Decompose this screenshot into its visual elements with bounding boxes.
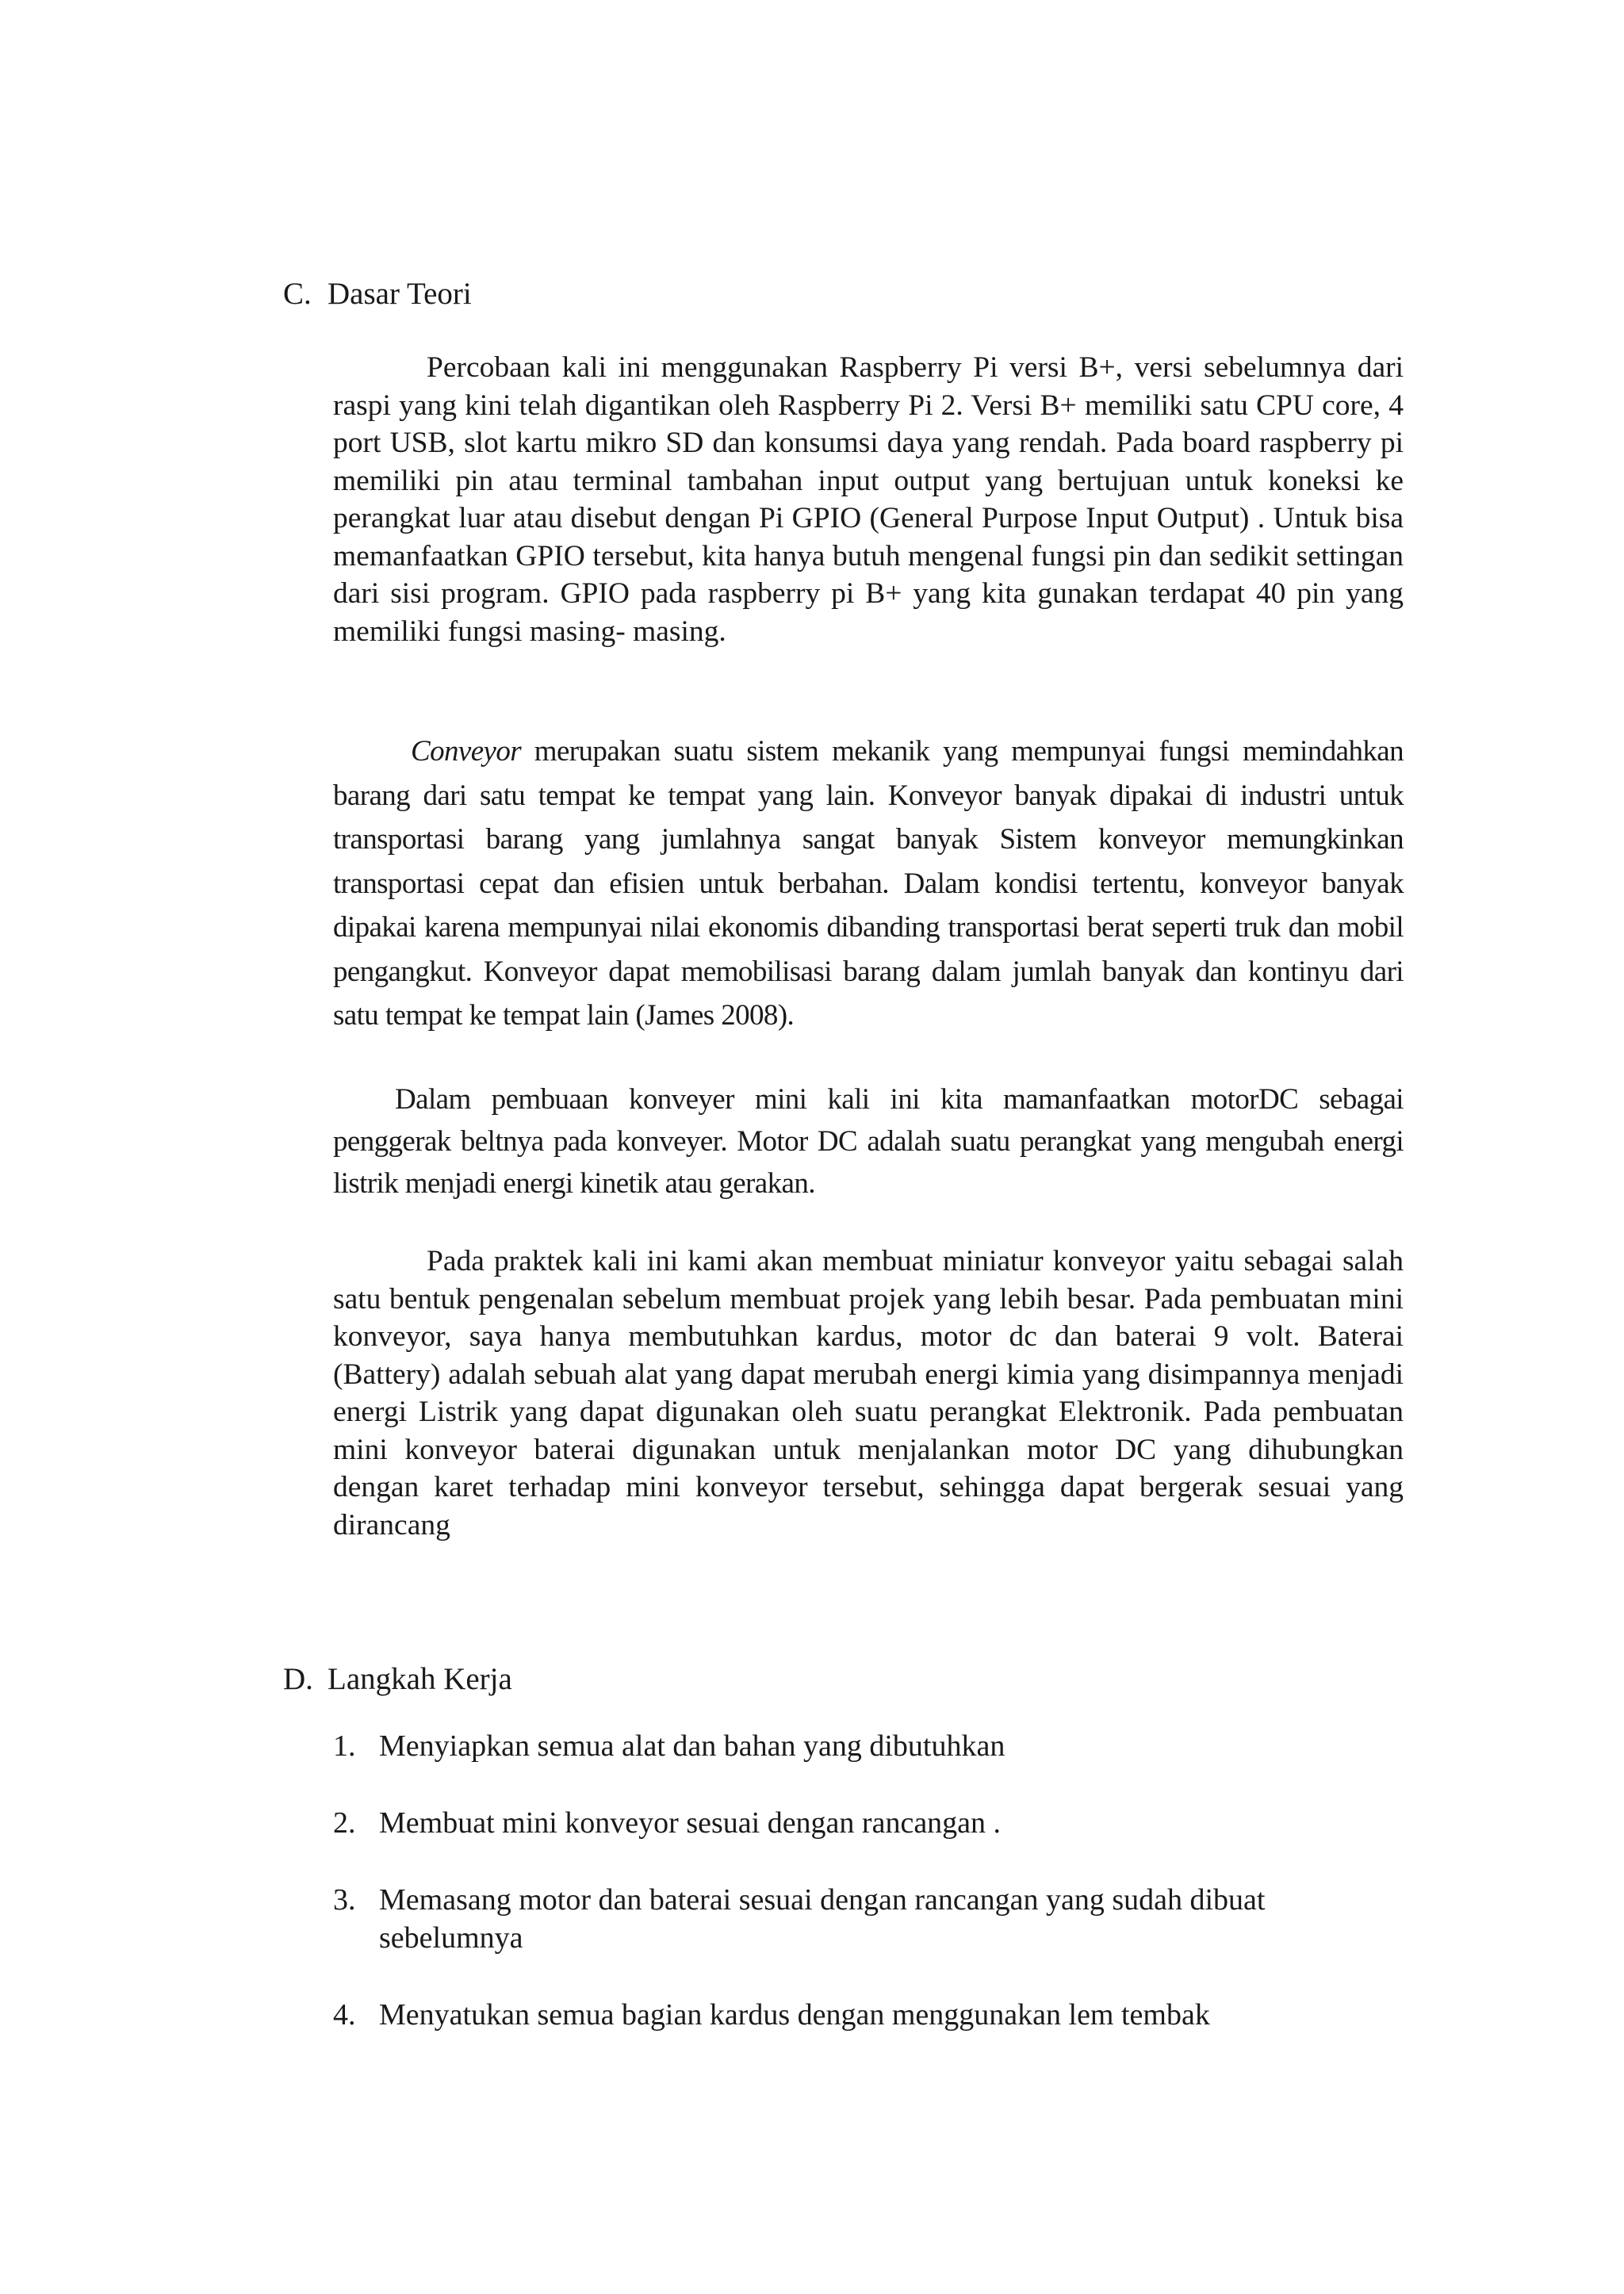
step-text: Memasang motor dan baterai sesuai dengan rancangan yang sudah dibuat sebelumnya <box>379 1883 1266 1955</box>
section-c-marker: C. <box>283 277 312 311</box>
paragraph-motor-dc-text: Dalam pembuaan konveyer mini kali ini kita mamanfaatkan motorDC sebagai penggerak beltnya pada konveyer. Motor DC adalah suatu perangkat yang mengubah energi listrik menjadi energi kinetik atau gerakan. <box>333 1083 1404 1200</box>
steps-list <box>333 1727 1404 2073</box>
paragraph-raspberry-pi <box>333 349 1404 650</box>
section-d-title: Langkah Kerja <box>327 1662 512 1696</box>
section-c-title: Dasar Teori <box>327 277 472 311</box>
step-item <box>333 1881 1404 1957</box>
step-text: Membuat mini konveyor sesuai dengan rancangan . <box>379 1806 1002 1840</box>
step-item <box>333 1804 1404 1842</box>
paragraph-miniatur-text: Pada praktek kali ini kami akan membuat miniatur konveyor yaitu sebagai salah satu bentuk pengenalan sebelum membuat projek yang lebih besar. Pada pembuatan mini konveyor, saya hanya membutuhkan kardus, motor dc dan baterai 9 volt. Baterai (Battery) adalah sebuah alat yang dapat merubah energi kimia yang disimpannya menjadi energi Listrik yang dapat digunakan oleh suatu perangkat Elektronik. Pada pembuatan mini konveyor baterai digunakan untuk menjalankan motor DC yang dihubungkan dengan karet terhadap mini konveyor tersebut, sehingga dapat bergerak sesuai yang dirancang <box>333 1245 1404 1541</box>
paragraph-conveyor <box>333 730 1404 1038</box>
step-item <box>333 1727 1404 1765</box>
step-number: 2. <box>333 1806 356 1840</box>
paragraph-miniatur <box>333 1243 1404 1544</box>
step-number: 3. <box>333 1883 356 1917</box>
step-number: 4. <box>333 1998 356 2032</box>
paragraph-raspberry-pi-text: Percobaan kali ini menggunakan Raspberry Pi versi B+, versi sebelumnya dari raspi yang kini telah digantikan oleh Raspberry Pi 2. Versi B+ memiliki satu CPU core, 4 port USB, slot kartu mikro SD dan konsumsi daya yang rendah. Pada board raspberry pi memiliki pin atau terminal tambahan input output yang bertujuan untuk koneksi ke perangkat luar atau disebut dengan Pi GPIO (General Purpose Input Output) . Untuk bisa memanfaatkan GPIO tersebut, kita hanya butuh mengenal fungsi pin dan sedikit settingan dari sisi program. GPIO pada raspberry pi B+ yang kita gunakan terdapat 40 pin yang memiliki fungsi masing- masing. <box>333 351 1404 648</box>
step-text: Menyiapkan semua alat dan bahan yang dibutuhkan <box>379 1729 1005 1763</box>
section-d-heading <box>283 1660 512 1698</box>
step-item <box>333 1996 1404 2034</box>
paragraph-conveyor-text: merupakan suatu sistem mekanik yang mempunyai fungsi memindahkan barang dari satu tempat ke tempat yang lain. Konveyor banyak dipakai di industri untuk transportasi barang yang jumlahnya sangat banyak Sistem konveyor memungkinkan transportasi cepat dan efisien untuk berbahan. Dalam kondisi tertentu, konveyor banyak dipakai karena mempunyai nilai ekonomis dibanding transportasi berat seperti truk dan mobil pengangkut. Konveyor dapat memobilisasi barang dalam jumlah banyak dan kontinyu dari satu tempat ke tempat lain (James 2008). <box>333 735 1404 1032</box>
section-c-heading <box>283 275 472 313</box>
step-text: Menyatukan semua bagian kardus dengan menggunakan lem tembak <box>379 1998 1210 2032</box>
section-d-marker: D. <box>283 1662 313 1696</box>
conveyor-italic-term: Conveyor <box>411 735 522 768</box>
paragraph-motor-dc <box>333 1078 1404 1204</box>
step-number: 1. <box>333 1729 356 1763</box>
